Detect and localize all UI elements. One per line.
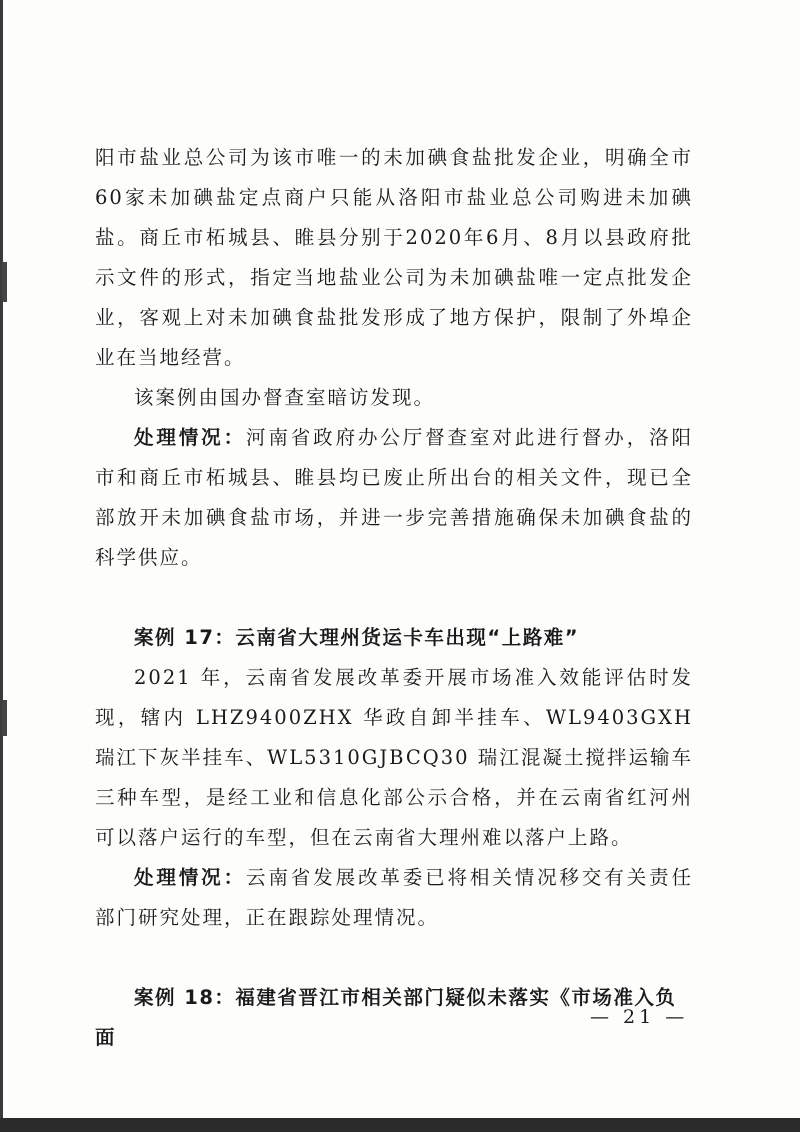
section-spacer xyxy=(95,938,693,978)
paragraph-source-note: 该案例由国办督查室暗访发现。 xyxy=(134,386,436,409)
paragraph-handling-yunnan xyxy=(95,858,693,938)
handling-label: 处理情况： xyxy=(134,866,246,889)
section-spacer xyxy=(95,578,693,618)
case-17-heading: 案例 17：云南省大理州货运卡车出现“上路难” xyxy=(134,626,580,649)
handling-label: 处理情况： xyxy=(134,426,246,449)
document-body xyxy=(95,138,693,1058)
scan-artifact-mark xyxy=(2,262,7,302)
paragraph-continuation: 阳市盐业总公司为该市唯一的未加碘食盐批发企业，明确全市60家未加碘盐定点商户只能从洛阳市盐业总公司购进未加碘盐。商丘市柘城县、睢县分别于2020年6月、8月以县政府批示文件的形式，指定当地盐业公司为未加碘盐唯一定点批发企业，客观上对未加碘食盐批发形成了地方保护，限制了外埠企业在当地经营。 xyxy=(95,146,693,369)
scan-left-edge xyxy=(0,0,3,1120)
handling-text: 云南省发展改革委已将相关情况移交有关责任部门研究处理，正在跟踪处理情况。 xyxy=(95,866,693,929)
case-18-heading: 案例 18：福建省晋江市相关部门疑似未落实《市场准入负面 xyxy=(95,986,677,1049)
scan-bottom-edge xyxy=(0,1118,800,1132)
paragraph-handling-henan xyxy=(95,418,693,578)
paragraph-case-17-body: 2021 年，云南省发展改革委开展市场准入效能评估时发现，辖内 LHZ9400ZHX 华政自卸半挂车、WL9403GXH 瑞江下灰半挂车、WL5310GJBCQ30 瑞江混凝土搅拌运输车三种车型，是经工业和信息化部公示合格，并在云南省红河州可以落户运行的车型，但在云南省大理州难以落户上路。 xyxy=(95,666,693,849)
scan-artifact-mark xyxy=(2,700,7,736)
page-number: — 21 — xyxy=(590,1006,689,1028)
handling-text: 河南省政府办公厅督查室对此进行督办，洛阳市和商丘市柘城县、睢县均已废止所出台的相关文件，现已全部放开未加碘食盐市场，并进一步完善措施确保未加碘食盐的科学供应。 xyxy=(95,426,693,569)
